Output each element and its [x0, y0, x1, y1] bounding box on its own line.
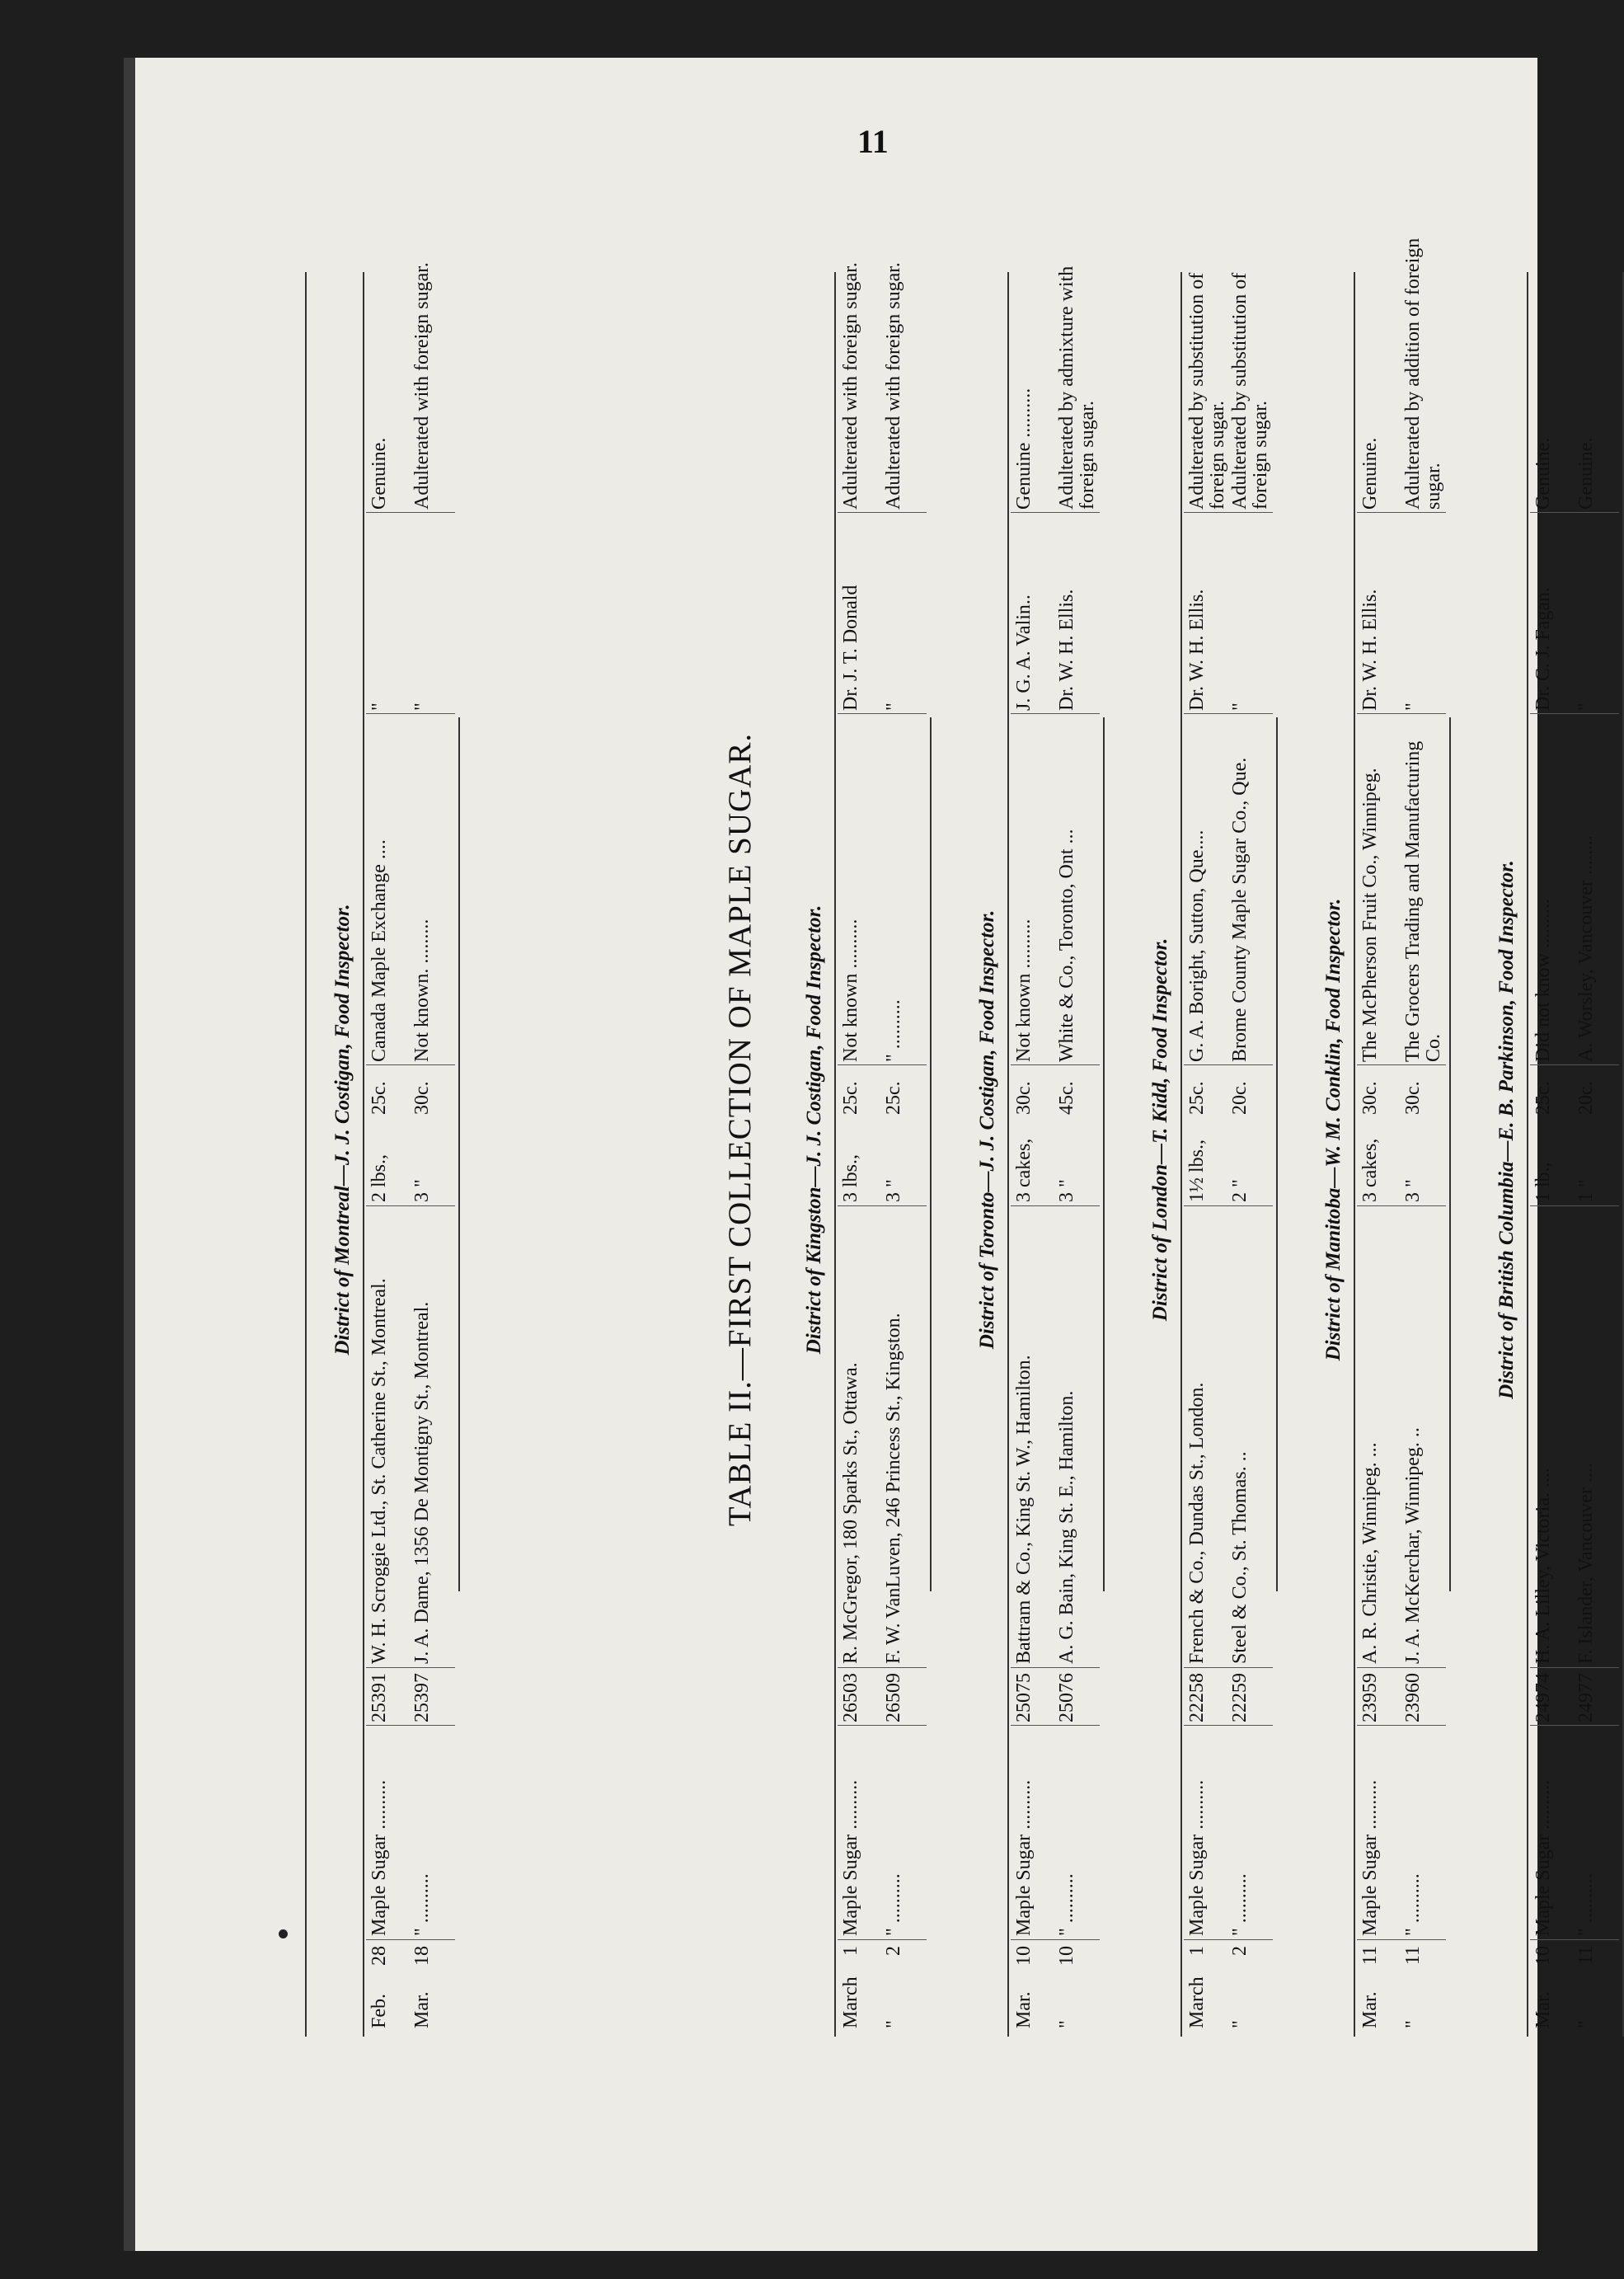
cell-analyst: " — [1575, 702, 1597, 711]
cell-price: 30c. — [411, 1081, 433, 1115]
cell-day: 10 — [1013, 1946, 1035, 1966]
cell-article: " .......... — [1575, 1873, 1597, 1936]
cell-vendor: W. H. Scroggie Ltd., St. Catherine St., Montreal. — [368, 1278, 390, 1664]
column-rule — [1357, 1725, 1446, 1726]
cell-vendor: F. Islander, Vancouver .... — [1575, 1463, 1597, 1664]
cell-manufacturer: The McPherson Fruit Co., Winnipeg. — [1359, 768, 1381, 1062]
cell-number: 22258 — [1186, 1673, 1208, 1722]
cell-result: Adulterated with foreign sugar. — [840, 262, 861, 510]
cell-vendor: J. A. McKerchar, Winnipeg. .. — [1402, 1427, 1424, 1664]
cell-article: " .......... — [1056, 1873, 1077, 1936]
cell-day: 18 — [411, 1946, 433, 1966]
column-rule — [366, 713, 455, 714]
column-rule — [1357, 1205, 1446, 1206]
column-rule — [366, 512, 455, 513]
cell-month: March — [1186, 1976, 1208, 2028]
column-rule — [1184, 1667, 1273, 1668]
column-rule — [366, 1667, 455, 1668]
page-number: 11 — [857, 123, 889, 160]
table-row — [412, 223, 455, 2037]
cell-result: Adulterated by substitution of foreign sugar. — [1186, 272, 1228, 510]
table-row — [1014, 223, 1057, 2037]
cell-vendor: J. A. Dame, 1356 De Montigny St., Montreal. — [411, 1301, 433, 1664]
cell-manufacturer: Not known .......... — [840, 919, 861, 1062]
column-rule — [1530, 1064, 1619, 1065]
cell-manufacturer: White & Co., Toronto, Ont ... — [1056, 829, 1077, 1062]
column-rule — [1357, 512, 1446, 513]
column-rule — [366, 1725, 455, 1726]
table-row — [884, 223, 927, 2037]
table-row — [1230, 223, 1273, 2037]
column-rule — [1184, 1725, 1273, 1726]
section-title: District of Kingston—J. J. Costigan, Food Inspector. — [803, 905, 825, 1355]
cell-analyst: Dr. W. H. Ellis. — [1186, 589, 1208, 711]
section-title: District of British Columbia—E. B. Parkinson, Food Inspector. — [1495, 860, 1518, 1399]
cell-analyst: Dr. J. T. Donald — [840, 585, 861, 711]
section-title: District of Montreal—J. J. Costigan, Food Inspector. — [331, 904, 354, 1356]
cell-manufacturer: Not known. ......... — [411, 919, 433, 1062]
section-rule — [1007, 272, 1009, 2037]
cell-day: 2 — [1229, 1946, 1251, 1956]
column-rule — [1011, 1939, 1100, 1940]
cell-manufacturer: Canada Maple Exchange .... — [368, 839, 390, 1062]
column-rule — [1184, 1064, 1273, 1065]
section-title: District of Manitoba—W. M. Conklin, Food Inspector. — [1322, 898, 1345, 1361]
cell-manufacturer: " .......... — [883, 999, 904, 1062]
column-rule — [1184, 713, 1273, 714]
cell-month: Mar. — [411, 1991, 433, 2028]
cell-quantity: 3 " — [883, 1179, 904, 1202]
cell-quantity: 2 " — [1229, 1179, 1251, 1202]
column-rule — [838, 1667, 927, 1668]
cell-quantity: 3 cakes, — [1013, 1138, 1035, 1202]
cell-vendor: Battram & Co., King St. W., Hamilton. — [1013, 1355, 1035, 1664]
column-rule — [1011, 1064, 1100, 1065]
column-rule — [838, 1205, 927, 1206]
section-rule — [1527, 272, 1528, 2037]
cell-number: 24977 — [1575, 1673, 1597, 1722]
cell-day: 2 — [883, 1946, 904, 1956]
cell-quantity: 2 lbs., — [368, 1154, 390, 1202]
column-rule — [1011, 713, 1100, 714]
section-end-rule — [1103, 717, 1105, 1591]
section-rule — [834, 272, 836, 2037]
cell-vendor: A. G. Bain, King St. E., Hamilton. — [1056, 1390, 1077, 1664]
column-rule — [366, 1064, 455, 1065]
cell-article: " .......... — [1402, 1873, 1424, 1936]
cell-result: Adulterated with foreign sugar. — [411, 262, 433, 510]
cell-number: 22259 — [1229, 1673, 1251, 1722]
column-rule — [1184, 1939, 1273, 1940]
cell-quantity: 3 lbs., — [840, 1154, 861, 1202]
column-rule — [1530, 1205, 1619, 1206]
table-row — [1360, 223, 1403, 2037]
cell-price: 20c. — [1229, 1081, 1251, 1115]
section-title: District of London—T. Kidd, Food Inspector. — [1149, 937, 1171, 1322]
cell-analyst: " — [1229, 702, 1251, 711]
column-rule — [838, 1064, 927, 1065]
cell-manufacturer: Not known .......... — [1013, 919, 1035, 1062]
cell-month: Mar. — [1532, 1991, 1554, 2028]
cell-article: Maple Sugar .......... — [1186, 1779, 1208, 1936]
cell-article: " .......... — [1229, 1873, 1251, 1936]
column-rule — [1357, 1064, 1446, 1065]
cell-day: 11 — [1402, 1946, 1424, 1966]
rotated-table — [305, 223, 1597, 2037]
column-rule — [1184, 512, 1273, 513]
cell-price: 25c. — [1186, 1081, 1208, 1115]
cell-article: Maple Sugar .......... — [1532, 1779, 1554, 1936]
cell-article: " .......... — [883, 1873, 904, 1936]
cell-price: 25c. — [368, 1081, 390, 1115]
cell-month: " — [1229, 2020, 1251, 2028]
section-rule — [363, 272, 364, 2037]
cell-day: 28 — [368, 1946, 390, 1966]
cell-day: 11 — [1575, 1946, 1597, 1966]
cell-vendor: H. A. Lilley, Victoria. .... — [1532, 1468, 1554, 1664]
cell-price: 30c. — [1402, 1081, 1424, 1115]
table-row — [1403, 223, 1446, 2037]
cell-manufacturer: Did not know .......... — [1532, 899, 1554, 1062]
cell-analyst: " — [368, 702, 390, 711]
cell-day: 10 — [1056, 1946, 1077, 1966]
cell-article: Maple Sugar .......... — [1359, 1779, 1381, 1936]
column-rule — [1357, 1939, 1446, 1940]
cell-quantity: 3 " — [411, 1179, 433, 1202]
cell-quantity: 3 " — [1056, 1179, 1077, 1202]
column-rule — [1530, 1725, 1619, 1726]
cell-analyst: Dr. C. J. Fagan. — [1532, 587, 1554, 711]
section-title: District of Toronto—J. J. Costigan, Food Inspector. — [976, 909, 998, 1350]
section-rule — [1354, 272, 1355, 2037]
cell-article: " .......... — [411, 1873, 433, 1936]
cell-result: Genuine .......... — [1013, 388, 1035, 510]
cell-number: 26503 — [840, 1673, 861, 1722]
column-rule — [1530, 1939, 1619, 1940]
top-rule — [305, 272, 307, 2037]
page-binding-edge — [124, 58, 135, 2251]
cell-manufacturer: Brome County Maple Sugar Co., Que. — [1229, 757, 1251, 1062]
table-row — [1533, 223, 1576, 2037]
cell-number: 24974 — [1532, 1673, 1554, 1722]
cell-month: Mar. — [1359, 1991, 1381, 2028]
table-row — [841, 223, 884, 2037]
cell-analyst: " — [411, 702, 433, 711]
cell-day: 1 — [840, 1946, 861, 1956]
ink-dot — [279, 1929, 288, 1938]
section-end-rule — [930, 717, 932, 1591]
column-rule — [1184, 1205, 1273, 1206]
column-rule — [1011, 1725, 1100, 1726]
cell-article: Maple Sugar .......... — [368, 1779, 390, 1936]
cell-month: " — [1056, 2020, 1077, 2028]
column-rule — [838, 512, 927, 513]
cell-month: " — [1575, 2020, 1597, 2028]
column-rule — [1011, 1667, 1100, 1668]
column-rule — [1530, 713, 1619, 714]
cell-day: 1 — [1186, 1946, 1208, 1956]
cell-analyst: " — [883, 702, 904, 711]
cell-month: " — [1402, 2020, 1424, 2028]
cell-quantity: 3 " — [1402, 1179, 1424, 1202]
cell-result: Adulterated with foreign sugar. — [883, 262, 904, 510]
column-rule — [1011, 1205, 1100, 1206]
cell-vendor: A. R. Christie, Winnipeg. ... — [1359, 1442, 1381, 1664]
cell-quantity: 1 lb., — [1532, 1162, 1554, 1202]
cell-price: 25c. — [840, 1081, 861, 1115]
cell-analyst: Dr. W. H. Ellis. — [1056, 589, 1077, 711]
cell-result: Adulterated by addition of foreign sugar. — [1402, 237, 1444, 510]
column-rule — [838, 1725, 927, 1726]
cell-manufacturer: G. A. Boright, Sutton, Que.... — [1186, 829, 1208, 1062]
cell-month: March — [840, 1976, 861, 2028]
table-title: TABLE II.—FIRST COLLECTION OF MAPLE SUGAR. — [722, 732, 758, 1527]
cell-day: 11 — [1359, 1946, 1381, 1966]
cell-day: 10 — [1532, 1946, 1554, 1966]
cell-month: " — [883, 2020, 904, 2028]
cell-result: Adulterated by substitution of foreign sugar. — [1229, 272, 1271, 510]
section-end-rule — [1276, 717, 1278, 1591]
cell-analyst: J. G. A. Valin.. — [1013, 594, 1035, 711]
column-rule — [366, 1939, 455, 1940]
cell-month: Mar. — [1013, 1991, 1035, 2028]
cell-month: Feb. — [368, 1994, 390, 2028]
cell-vendor: French & Co., Dundas St., London. — [1186, 1382, 1208, 1664]
cell-number: 23960 — [1402, 1673, 1424, 1722]
cell-manufacturer: The Grocers Trading and Manufacturing Co. — [1402, 740, 1444, 1062]
cell-vendor: F. W. VanLuven, 246 Princess St., Kingston. — [883, 1313, 904, 1664]
cell-price: 25c. — [1532, 1081, 1554, 1115]
cell-number: 23959 — [1359, 1673, 1381, 1722]
cell-article: Maple Sugar .......... — [1013, 1779, 1035, 1936]
table-row — [369, 223, 412, 2037]
table-row — [1187, 223, 1230, 2037]
cell-price: 25c. — [883, 1081, 904, 1115]
cell-result: Genuine. — [1532, 437, 1554, 510]
column-rule — [1011, 512, 1100, 513]
cell-price: 30c. — [1013, 1081, 1035, 1115]
cell-quantity: 1½ lbs., — [1186, 1139, 1208, 1202]
cell-result: Genuine. — [1359, 437, 1381, 510]
cell-number: 25391 — [368, 1673, 390, 1722]
cell-vendor: R. McGregor, 180 Sparks St., Ottawa. — [840, 1362, 861, 1664]
column-rule — [838, 713, 927, 714]
cell-price: 20c. — [1575, 1081, 1597, 1115]
cell-result: Genuine. — [368, 437, 390, 510]
cell-number: 26509 — [883, 1673, 904, 1722]
cell-vendor: Steel & Co., St. Thomas. .. — [1229, 1451, 1251, 1664]
cell-number: 25076 — [1056, 1673, 1077, 1722]
cell-article: Maple Sugar .......... — [840, 1779, 861, 1936]
cell-price: 30c. — [1359, 1081, 1381, 1115]
column-rule — [1530, 512, 1619, 513]
table-row — [1576, 223, 1619, 2037]
cell-result: Adulterated by admixture with foreign sugar. — [1056, 265, 1098, 510]
cell-quantity: 1 " — [1575, 1179, 1597, 1202]
cell-analyst: " — [1402, 702, 1424, 711]
cell-result: Genuine. — [1575, 437, 1597, 510]
cell-price: 45c. — [1056, 1081, 1077, 1115]
cell-quantity: 3 cakes, — [1359, 1138, 1381, 1202]
cell-manufacturer: A. Worsley, Vancouver ........ — [1575, 835, 1597, 1062]
section-end-rule — [1449, 717, 1451, 1591]
column-rule — [838, 1939, 927, 1940]
column-rule — [1357, 713, 1446, 714]
column-rule — [1357, 1667, 1446, 1668]
column-rule — [1530, 1667, 1619, 1668]
cell-number: 25397 — [411, 1673, 433, 1722]
section-end-rule — [458, 717, 460, 1591]
column-rule — [366, 1205, 455, 1206]
table-row — [1057, 223, 1100, 2037]
cell-number: 25075 — [1013, 1673, 1035, 1722]
section-rule — [1180, 272, 1182, 2037]
cell-analyst: Dr. W. H. Ellis. — [1359, 589, 1381, 711]
